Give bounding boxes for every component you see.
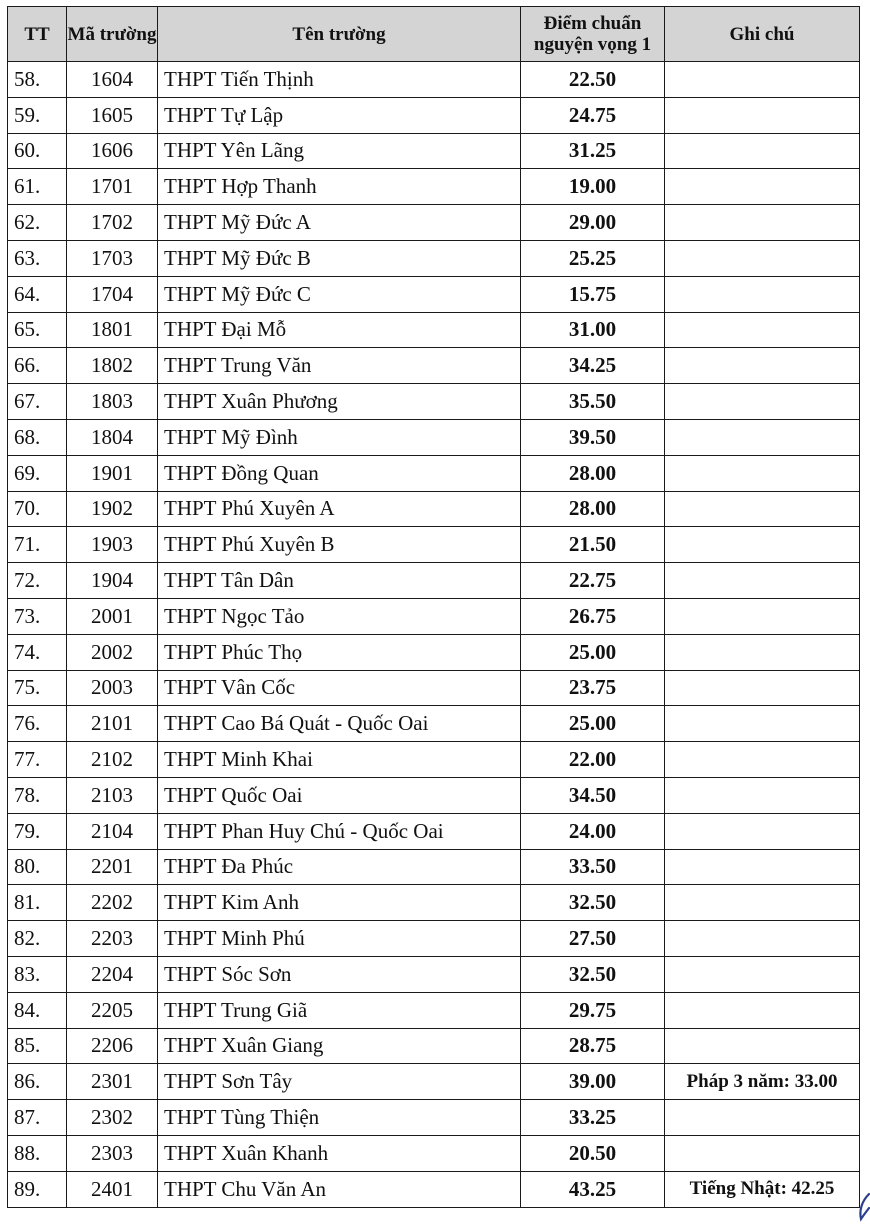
school-name: THPT Tiến Thịnh [158, 62, 521, 98]
note [665, 921, 860, 957]
school-code: 1702 [67, 205, 158, 241]
school-name: THPT Hợp Thanh [158, 169, 521, 205]
row-number: 66. [8, 348, 67, 384]
school-name: THPT Mỹ Đức B [158, 240, 521, 276]
note [665, 276, 860, 312]
school-code: 2301 [67, 1064, 158, 1100]
school-name: THPT Vân Cốc [158, 670, 521, 706]
note [665, 885, 860, 921]
note [665, 670, 860, 706]
row-number: 61. [8, 169, 67, 205]
school-name: THPT Phan Huy Chú - Quốc Oai [158, 813, 521, 849]
cutoff-score: 21.50 [521, 527, 665, 563]
table-row [8, 1100, 860, 1136]
cutoff-score: 29.00 [521, 205, 665, 241]
cutoff-score: 28.00 [521, 455, 665, 491]
school-code: 1703 [67, 240, 158, 276]
cutoff-score: 32.50 [521, 956, 665, 992]
school-code: 2202 [67, 885, 158, 921]
note [665, 813, 860, 849]
note: Pháp 3 năm: 33.00 [665, 1064, 860, 1100]
note [665, 527, 860, 563]
header-school-name: Tên trường [158, 7, 521, 62]
table-row [8, 1064, 860, 1100]
school-name: THPT Trung Giã [158, 992, 521, 1028]
school-code: 2003 [67, 670, 158, 706]
table-row [8, 384, 860, 420]
cutoff-score: 25.00 [521, 634, 665, 670]
note [665, 1135, 860, 1171]
school-name: THPT Minh Khai [158, 742, 521, 778]
row-number: 80. [8, 849, 67, 885]
row-number: 87. [8, 1100, 67, 1136]
note [665, 706, 860, 742]
table-row [8, 419, 860, 455]
school-code: 2103 [67, 777, 158, 813]
note [665, 491, 860, 527]
cutoff-score: 28.00 [521, 491, 665, 527]
table-row [8, 742, 860, 778]
note [665, 742, 860, 778]
note [665, 97, 860, 133]
table-row [8, 133, 860, 169]
note [665, 62, 860, 98]
row-number: 86. [8, 1064, 67, 1100]
row-number: 79. [8, 813, 67, 849]
table-row [8, 348, 860, 384]
cutoff-score: 39.50 [521, 419, 665, 455]
note [665, 384, 860, 420]
school-code: 1904 [67, 563, 158, 599]
school-code: 2203 [67, 921, 158, 957]
cutoff-score: 25.25 [521, 240, 665, 276]
row-number: 69. [8, 455, 67, 491]
table-row [8, 634, 860, 670]
table-row [8, 1135, 860, 1171]
header-cutoff-score: Điểm chuẩn nguyện vọng 1 [521, 7, 665, 62]
note [665, 205, 860, 241]
note [665, 240, 860, 276]
school-code: 1704 [67, 276, 158, 312]
table-header [8, 7, 860, 62]
admission-score-table-page [7, 6, 859, 1208]
row-number: 82. [8, 921, 67, 957]
cutoff-score: 22.00 [521, 742, 665, 778]
table-body [8, 62, 860, 1208]
note [665, 563, 860, 599]
table-row [8, 276, 860, 312]
table-row [8, 598, 860, 634]
note [665, 133, 860, 169]
school-name: THPT Xuân Giang [158, 1028, 521, 1064]
row-number: 83. [8, 956, 67, 992]
school-name: THPT Tùng Thiện [158, 1100, 521, 1136]
school-code: 1804 [67, 419, 158, 455]
row-number: 71. [8, 527, 67, 563]
school-name: THPT Mỹ Đức C [158, 276, 521, 312]
note [665, 634, 860, 670]
table-row [8, 62, 860, 98]
note [665, 1028, 860, 1064]
school-code: 2102 [67, 742, 158, 778]
school-name: THPT Yên Lãng [158, 133, 521, 169]
school-name: THPT Tân Dân [158, 563, 521, 599]
note [665, 455, 860, 491]
cutoff-score: 29.75 [521, 992, 665, 1028]
cutoff-score: 35.50 [521, 384, 665, 420]
note [665, 348, 860, 384]
table-row [8, 956, 860, 992]
row-number: 62. [8, 205, 67, 241]
school-code: 1903 [67, 527, 158, 563]
row-number: 67. [8, 384, 67, 420]
school-code: 2205 [67, 992, 158, 1028]
row-number: 63. [8, 240, 67, 276]
school-name: THPT Mỹ Đức A [158, 205, 521, 241]
row-number: 72. [8, 563, 67, 599]
school-name: THPT Quốc Oai [158, 777, 521, 813]
note [665, 849, 860, 885]
row-number: 84. [8, 992, 67, 1028]
row-number: 85. [8, 1028, 67, 1064]
note [665, 777, 860, 813]
school-code: 1801 [67, 312, 158, 348]
school-name: THPT Minh Phú [158, 921, 521, 957]
table-row [8, 1028, 860, 1064]
cutoff-score: 19.00 [521, 169, 665, 205]
table-row [8, 670, 860, 706]
school-code: 1606 [67, 133, 158, 169]
cutoff-score: 23.75 [521, 670, 665, 706]
school-name: THPT Kim Anh [158, 885, 521, 921]
school-code: 2401 [67, 1171, 158, 1207]
table-row [8, 527, 860, 563]
row-number: 88. [8, 1135, 67, 1171]
row-number: 70. [8, 491, 67, 527]
cutoff-score: 24.00 [521, 813, 665, 849]
school-name: THPT Tự Lập [158, 97, 521, 133]
table-row [8, 885, 860, 921]
school-name: THPT Đồng Quan [158, 455, 521, 491]
row-number: 78. [8, 777, 67, 813]
table-row [8, 706, 860, 742]
table-row [8, 777, 860, 813]
school-name: THPT Sóc Sơn [158, 956, 521, 992]
header-notes: Ghi chú [665, 7, 860, 62]
row-number: 64. [8, 276, 67, 312]
school-code: 2201 [67, 849, 158, 885]
note [665, 1100, 860, 1136]
note [665, 169, 860, 205]
note [665, 956, 860, 992]
school-code: 1604 [67, 62, 158, 98]
note: Tiếng Nhật: 42.25 [665, 1171, 860, 1207]
cutoff-score: 26.75 [521, 598, 665, 634]
school-name: THPT Đa Phúc [158, 849, 521, 885]
header-row [8, 7, 860, 62]
cutoff-score: 15.75 [521, 276, 665, 312]
school-name: THPT Đại Mỗ [158, 312, 521, 348]
cutoff-score: 27.50 [521, 921, 665, 957]
cutoff-score: 33.50 [521, 849, 665, 885]
note [665, 419, 860, 455]
school-code: 1803 [67, 384, 158, 420]
table-row [8, 205, 860, 241]
cutoff-score: 33.25 [521, 1100, 665, 1136]
header-tt: TT [8, 7, 67, 62]
cutoff-score: 24.75 [521, 97, 665, 133]
cutoff-score: 20.50 [521, 1135, 665, 1171]
row-number: 75. [8, 670, 67, 706]
table-row [8, 1171, 860, 1207]
school-name: THPT Trung Văn [158, 348, 521, 384]
school-code: 1901 [67, 455, 158, 491]
row-number: 65. [8, 312, 67, 348]
school-code: 2104 [67, 813, 158, 849]
school-code: 2001 [67, 598, 158, 634]
school-code: 2302 [67, 1100, 158, 1136]
cutoff-score: 43.25 [521, 1171, 665, 1207]
school-name: THPT Chu Văn An [158, 1171, 521, 1207]
admission-score-table [7, 6, 860, 1208]
table-row [8, 992, 860, 1028]
row-number: 76. [8, 706, 67, 742]
cutoff-score: 28.75 [521, 1028, 665, 1064]
row-number: 89. [8, 1171, 67, 1207]
cutoff-score: 22.50 [521, 62, 665, 98]
note [665, 992, 860, 1028]
school-code: 1802 [67, 348, 158, 384]
note [665, 598, 860, 634]
table-row [8, 491, 860, 527]
school-code: 1902 [67, 491, 158, 527]
note [665, 312, 860, 348]
school-code: 1605 [67, 97, 158, 133]
row-number: 77. [8, 742, 67, 778]
school-name: THPT Phúc Thọ [158, 634, 521, 670]
school-code: 1701 [67, 169, 158, 205]
school-name: THPT Mỹ Đình [158, 419, 521, 455]
school-code: 2101 [67, 706, 158, 742]
table-row [8, 813, 860, 849]
school-code: 2206 [67, 1028, 158, 1064]
school-name: THPT Xuân Phương [158, 384, 521, 420]
row-number: 59. [8, 97, 67, 133]
school-code: 2303 [67, 1135, 158, 1171]
cutoff-score: 34.50 [521, 777, 665, 813]
table-row [8, 312, 860, 348]
school-code: 2002 [67, 634, 158, 670]
row-number: 81. [8, 885, 67, 921]
school-code: 2204 [67, 956, 158, 992]
pen-mark [856, 1192, 870, 1222]
cutoff-score: 31.00 [521, 312, 665, 348]
school-name: THPT Phú Xuyên B [158, 527, 521, 563]
row-number: 58. [8, 62, 67, 98]
school-name: THPT Sơn Tây [158, 1064, 521, 1100]
cutoff-score: 31.25 [521, 133, 665, 169]
row-number: 73. [8, 598, 67, 634]
cutoff-score: 25.00 [521, 706, 665, 742]
table-row [8, 97, 860, 133]
table-row [8, 169, 860, 205]
cutoff-score: 39.00 [521, 1064, 665, 1100]
cutoff-score: 32.50 [521, 885, 665, 921]
row-number: 68. [8, 419, 67, 455]
table-row [8, 849, 860, 885]
table-row [8, 240, 860, 276]
cutoff-score: 34.25 [521, 348, 665, 384]
school-name: THPT Cao Bá Quát - Quốc Oai [158, 706, 521, 742]
header-school-code: Mã trường [67, 7, 158, 62]
row-number: 74. [8, 634, 67, 670]
school-name: THPT Xuân Khanh [158, 1135, 521, 1171]
table-row [8, 455, 860, 491]
table-row [8, 563, 860, 599]
cutoff-score: 22.75 [521, 563, 665, 599]
school-name: THPT Ngọc Tảo [158, 598, 521, 634]
row-number: 60. [8, 133, 67, 169]
school-name: THPT Phú Xuyên A [158, 491, 521, 527]
table-row [8, 921, 860, 957]
